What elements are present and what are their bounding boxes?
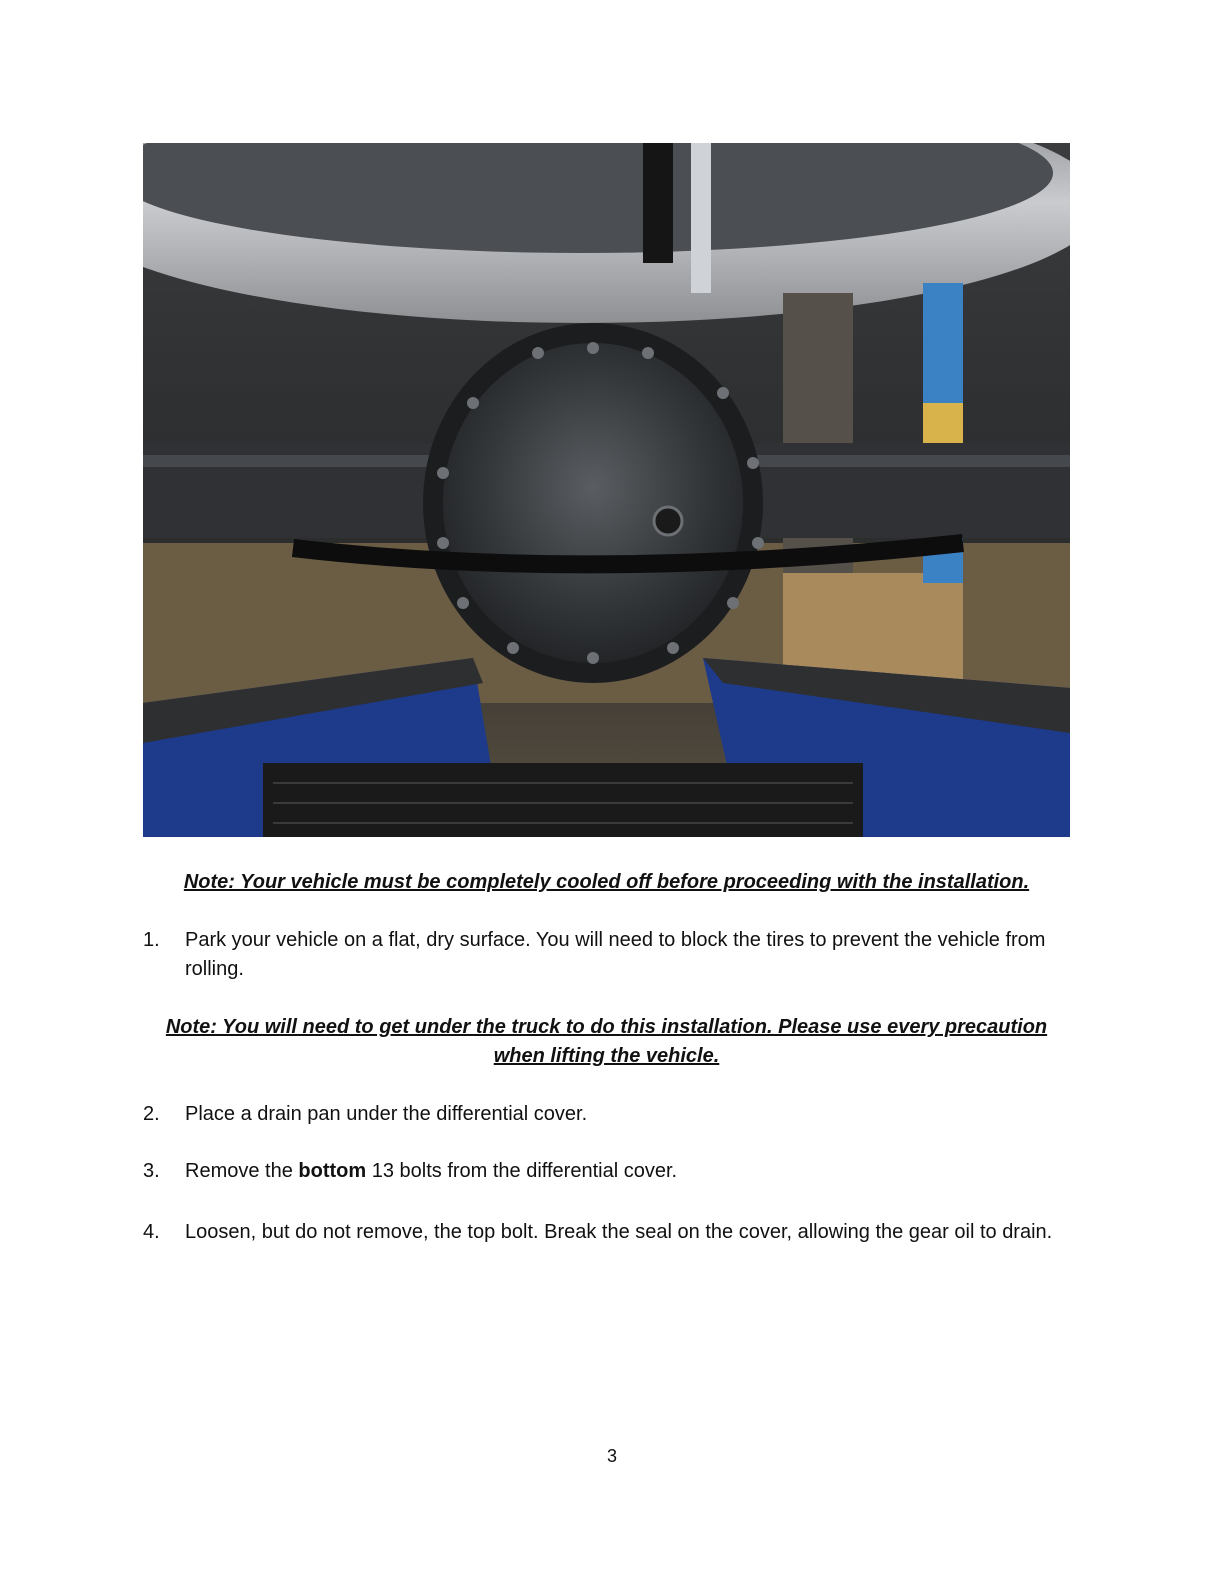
note-lifting: Note: You will need to get under the truck to do this installation. Please use every precaution when lifting the vehicle. (165, 1016, 1048, 1067)
step-4 (143, 1218, 1070, 1247)
step-text (185, 1157, 1070, 1186)
step-text-post: 13 bolts from the differential cover. (366, 1160, 678, 1182)
step-number: 3. (143, 1160, 160, 1182)
step-text: Loosen, but do not remove, the top bolt. Break the seal on the cover, allowing the gear oil to drain. (185, 1221, 1053, 1243)
differential-photo (143, 143, 1070, 837)
step-text-pre: Remove the (185, 1160, 299, 1182)
step-text-bold: bottom (298, 1160, 367, 1182)
note-cooled: Note: Your vehicle must be completely cooled off before proceeding with the installation. (183, 871, 1030, 893)
step-text: Park your vehicle on a flat, dry surface. You will need to block the tires to prevent the vehicle from rolling. (185, 929, 1046, 980)
differential-illustration (143, 143, 1070, 837)
step-number: 4. (143, 1221, 160, 1243)
page-number: 3 (606, 1446, 617, 1466)
step-1 (143, 926, 1070, 984)
step-number: 1. (143, 929, 160, 951)
step-text: Place a drain pan under the differential cover. (185, 1103, 588, 1125)
step-number: 2. (143, 1103, 160, 1125)
step-3 (143, 1157, 1070, 1186)
step-2 (143, 1100, 1070, 1129)
